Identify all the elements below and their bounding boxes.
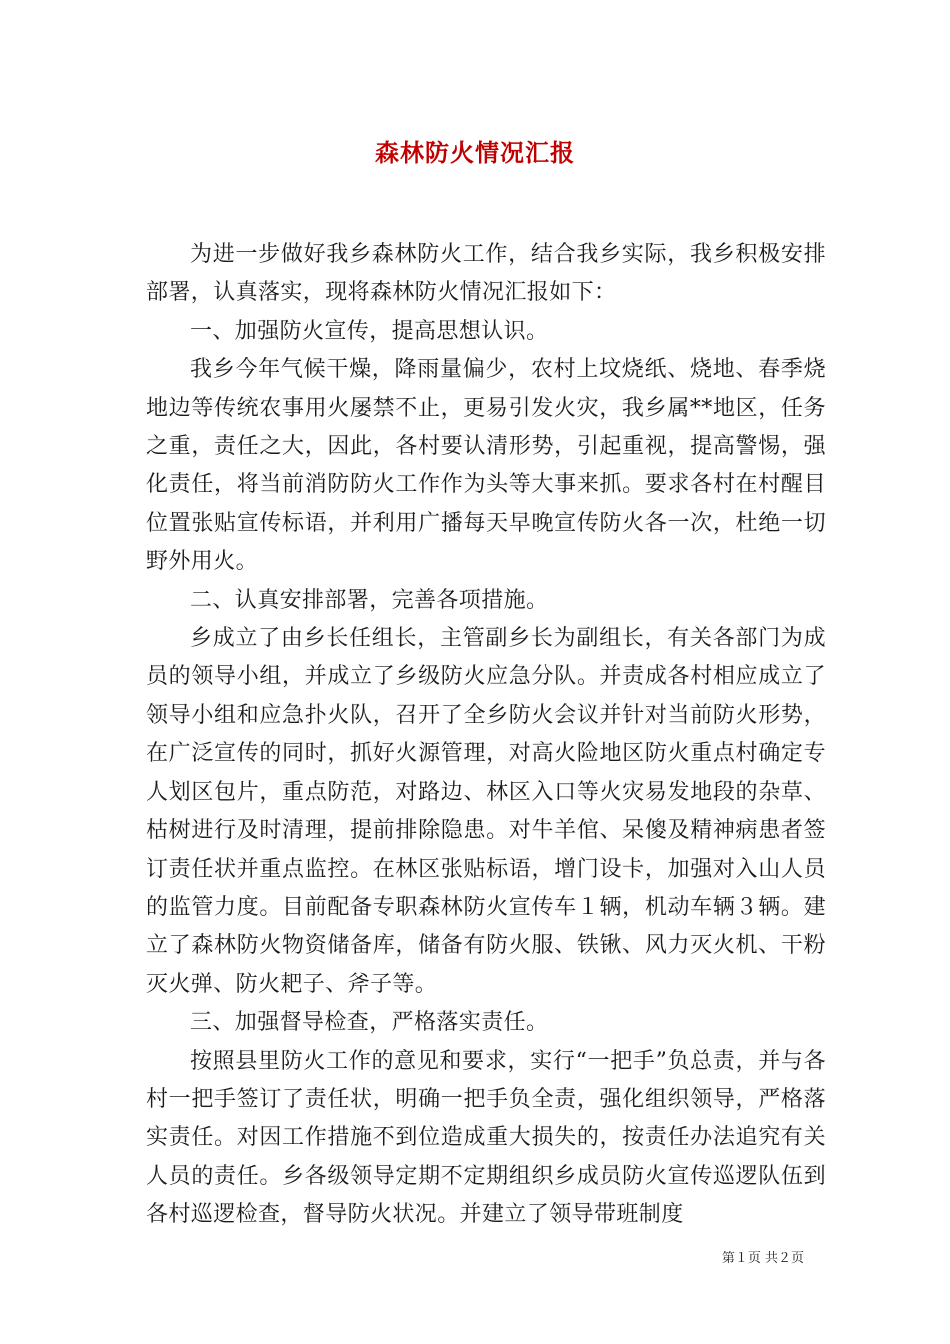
document-title: 森林防火情况汇报	[375, 138, 575, 167]
section-heading-3: 三、加强督导检查，严格落实责任。	[190, 1010, 549, 1036]
section-heading-1: 一、加强防火宣传，提高思想认识。	[190, 318, 549, 344]
section-paragraph-2: 乡成立了由乡长任组长，主管副乡长为副组长，有关各部门为成员的领导小组，并成立了乡级防火应急分队。并责成各村相应成立了领导小组和应急扑火队，召开了全乡防火会议并针对当前防火形势，在广泛宣传的同时，抓好火源管理，对高火险地区防火重点村确定专人划区包片，重点防范，对路边、林区入口等火灾易发地段的杂草、枯树进行及时清理，提前排除隐患。对牛羊倌、呆傻及精神病患者签订责任状并重点监控。在林区张贴标语，增门设卡，加强对入山人员的监管力度。目前配备专职森林防火宣传车１辆，机动车辆３辆。建立了森林防火物资储备库，储备有防火服、铁锹、风力灭火机、干粉灭火弹、防火耙子、斧子等。	[146, 626, 826, 997]
section-heading-2: 二、认真安排部署，完善各项措施。	[190, 587, 549, 613]
section-paragraph-1: 我乡今年气候干燥，降雨量偏少，农村上坟烧纸、烧地、春季烧地边等传统农事用火屡禁不止，更易引发火灾，我乡属**地区，任务之重，责任之大，因此，各村要认清形势，引起重视，提高警惕，强化责任，将当前消防防火工作作为头等大事来抓。要求各村在村醒目位置张贴宣传标语，并利用广播每天早晚宣传防火各一次，杜绝一切野外用火。	[146, 357, 826, 575]
intro-paragraph: 为进一步做好我乡森林防火工作，结合我乡实际，我乡积极安排部署，认真落实，现将森林防火情况汇报如下：	[146, 242, 826, 306]
page-number: 第１页 共２页	[721, 1251, 804, 1266]
section-paragraph-3: 按照县里防火工作的意见和要求，实行“一把手”负总责，并与各村一把手签订了责任状，明确一把手负全责，强化组织领导，严格落实责任。对因工作措施不到位造成重大损失的，按责任办法追究有关人员的责任。乡各级领导定期不定期组织乡成员防火宣传巡逻队伍到各村巡逻检查，督导防火状况。并建立了领导带班制度	[146, 1048, 826, 1228]
document-body	[146, 236, 826, 1235]
